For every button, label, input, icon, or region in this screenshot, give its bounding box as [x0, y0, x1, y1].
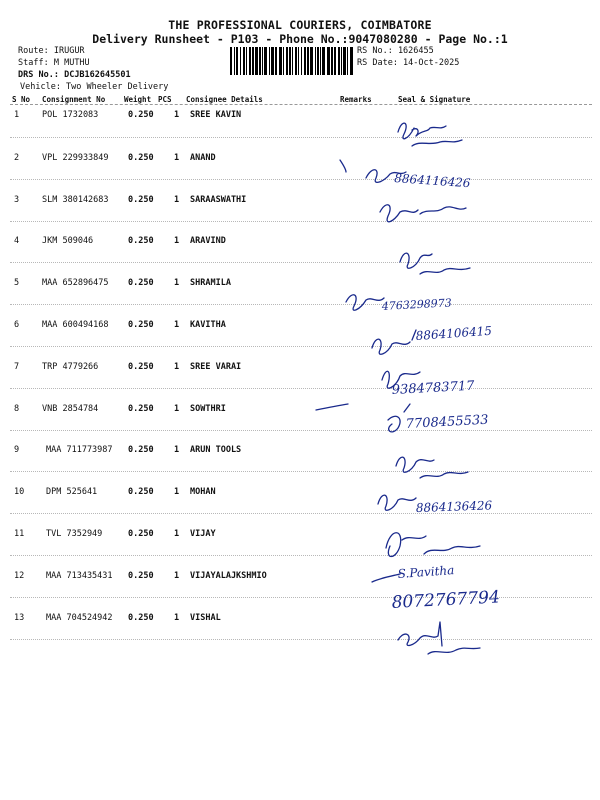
row-1-consignment: POL 1732083 [42, 110, 99, 120]
row-1-sno: 1 [14, 110, 20, 120]
row-7-consignee: SREE VARAI [190, 361, 242, 372]
row-13-sno: 13 [14, 612, 25, 623]
row-12-consignment: MAA 713435431 [46, 570, 113, 581]
row-5-sno: 5 [14, 278, 20, 289]
row-4-consignee: ARAVIND [190, 236, 226, 247]
route-value: IRUGUR [53, 46, 85, 56]
row-3-pcs: 1 [174, 194, 180, 205]
row-3-consignment: SLM 380142683 [42, 194, 109, 205]
signature-row-6-phone: 8864106415 [415, 323, 493, 343]
col-sno: S No [12, 95, 31, 104]
signature-row-9 [396, 457, 468, 478]
row-3-weight: 0.250 [128, 194, 154, 205]
row-13-pcs: 1 [174, 612, 180, 623]
row-9-consignment: MAA 711773987 [46, 445, 113, 456]
signature-row-10 [378, 495, 493, 515]
row-11-weight: 0.250 [128, 529, 154, 539]
row-8-consignee: SOWTHRI [190, 403, 226, 414]
signature-row-6 [372, 324, 492, 355]
row-2-consignment: VPL 229933849 [42, 152, 109, 163]
row-1-consignee: SREE KAVIN [190, 110, 242, 120]
company-title: THE PROFESSIONAL COURIERS, COIMBATORE [168, 18, 432, 32]
signature-row-2 [340, 160, 471, 190]
row-8-sno: 8 [14, 403, 20, 414]
row-7-sno: 7 [14, 361, 20, 372]
signature-row-5 [346, 295, 452, 313]
row-1-weight: 0.250 [128, 110, 154, 120]
col-pcs: PCS [158, 95, 172, 104]
col-seal-signature: Seal & Signature [398, 95, 471, 104]
signature-row-12-phone: 8072767794 [391, 587, 501, 613]
row-8-weight: 0.250 [128, 403, 154, 414]
row-3-consignee: SARAASWATHI [190, 194, 247, 205]
row-11-sno: 11 [14, 529, 25, 539]
row-6-consignment: MAA 600494168 [42, 320, 109, 330]
signature-row-13 [398, 622, 480, 654]
row-10-pcs: 1 [174, 487, 180, 498]
row-4-weight: 0.250 [128, 236, 154, 247]
signature-row-10-phone: 8864136426 [415, 498, 493, 515]
row-13-consignee: VISHAL [190, 612, 221, 623]
row-9-pcs: 1 [174, 445, 180, 456]
row-4-sno: 4 [14, 236, 20, 247]
row-8-pcs: 1 [174, 403, 180, 414]
row-12-consignee: VIJAYALAJKSHMIO [190, 570, 267, 581]
row-3-sno: 3 [14, 194, 20, 205]
row-11-consignment: TVL 7352949 [46, 529, 103, 539]
row-11-pcs: 1 [174, 529, 180, 539]
route-label: Route: [18, 46, 49, 56]
row-4-consignment: JKM 509046 [42, 236, 94, 247]
staff-value: M MUTHU [53, 58, 90, 68]
row-6-consignee: KAVITHA [190, 320, 226, 330]
row-6-weight: 0.250 [128, 320, 154, 330]
row-2-pcs: 1 [174, 152, 180, 163]
row-7-weight: 0.250 [128, 361, 154, 372]
col-consignment: Consignment No [42, 95, 106, 104]
signature-row-12-name: S.Pavitha [397, 563, 455, 581]
row-12-weight: 0.250 [128, 570, 154, 581]
signature-row-5-phone: 4763298973 [381, 296, 453, 313]
signature-row-11 [386, 533, 480, 557]
col-consignee: Consignee Details [186, 95, 263, 104]
row-6-sno: 6 [14, 320, 20, 330]
signature-row-8 [316, 404, 489, 432]
signature-row-2-phone: 8864116426 [393, 171, 471, 191]
row-7-pcs: 1 [174, 361, 180, 372]
row-5-weight: 0.250 [128, 278, 154, 289]
signature-row-4 [400, 253, 470, 274]
row-5-pcs: 1 [174, 278, 180, 289]
col-weight: Weight [124, 95, 152, 104]
row-10-sno: 10 [14, 487, 25, 498]
signature-row-12 [372, 563, 500, 613]
row-7-consignment: TRP 4779266 [42, 361, 99, 372]
row-6-pcs: 1 [174, 320, 180, 330]
row-2-sno: 2 [14, 152, 20, 163]
row-5-consignee: SHRAMILA [190, 278, 231, 289]
signature-row-3 [380, 205, 466, 222]
rs-date: RS Date: 14-Oct-2025 [357, 58, 460, 68]
signature-row-8-phone: 7708455533 [405, 412, 489, 432]
drs-value: DCJB162645501 [64, 70, 131, 80]
row-8-consignment: VNB 2854784 [42, 403, 99, 414]
rs-number: RS No.: 1626455 [357, 46, 434, 56]
row-5-consignment: MAA 652896475 [42, 278, 109, 289]
row-12-sno: 12 [14, 570, 25, 581]
vehicle-line: Vehicle: Two Wheeler Delivery [20, 82, 169, 92]
signature-row-7-phone: 9384783717 [391, 378, 475, 398]
staff-label: Staff: [18, 58, 49, 68]
drs-label: DRS No.: [18, 70, 59, 80]
row-13-consignment: MAA 704524942 [46, 612, 113, 623]
row-11-consignee: VIJAY [190, 529, 216, 539]
row-10-consignment: DPM 525641 [46, 487, 98, 498]
runsheet-subtitle: Delivery Runsheet - P103 - Phone No.:9047080280 - Page No.:1 [92, 32, 508, 46]
row-10-weight: 0.250 [128, 487, 154, 498]
row-12-pcs: 1 [174, 570, 180, 581]
signature-row-1 [398, 123, 462, 146]
row-9-sno: 9 [14, 445, 20, 456]
row-9-consignee: ARUN TOOLS [190, 445, 242, 456]
row-1-pcs: 1 [174, 110, 180, 120]
signature-row-7 [382, 371, 476, 398]
row-9-weight: 0.250 [128, 445, 154, 456]
row-2-consignee: ANAND [190, 152, 216, 163]
row-13-weight: 0.250 [128, 612, 154, 623]
row-2-weight: 0.250 [128, 152, 154, 163]
row-10-consignee: MOHAN [190, 487, 216, 498]
col-remarks: Remarks [340, 95, 372, 104]
row-4-pcs: 1 [174, 236, 180, 247]
